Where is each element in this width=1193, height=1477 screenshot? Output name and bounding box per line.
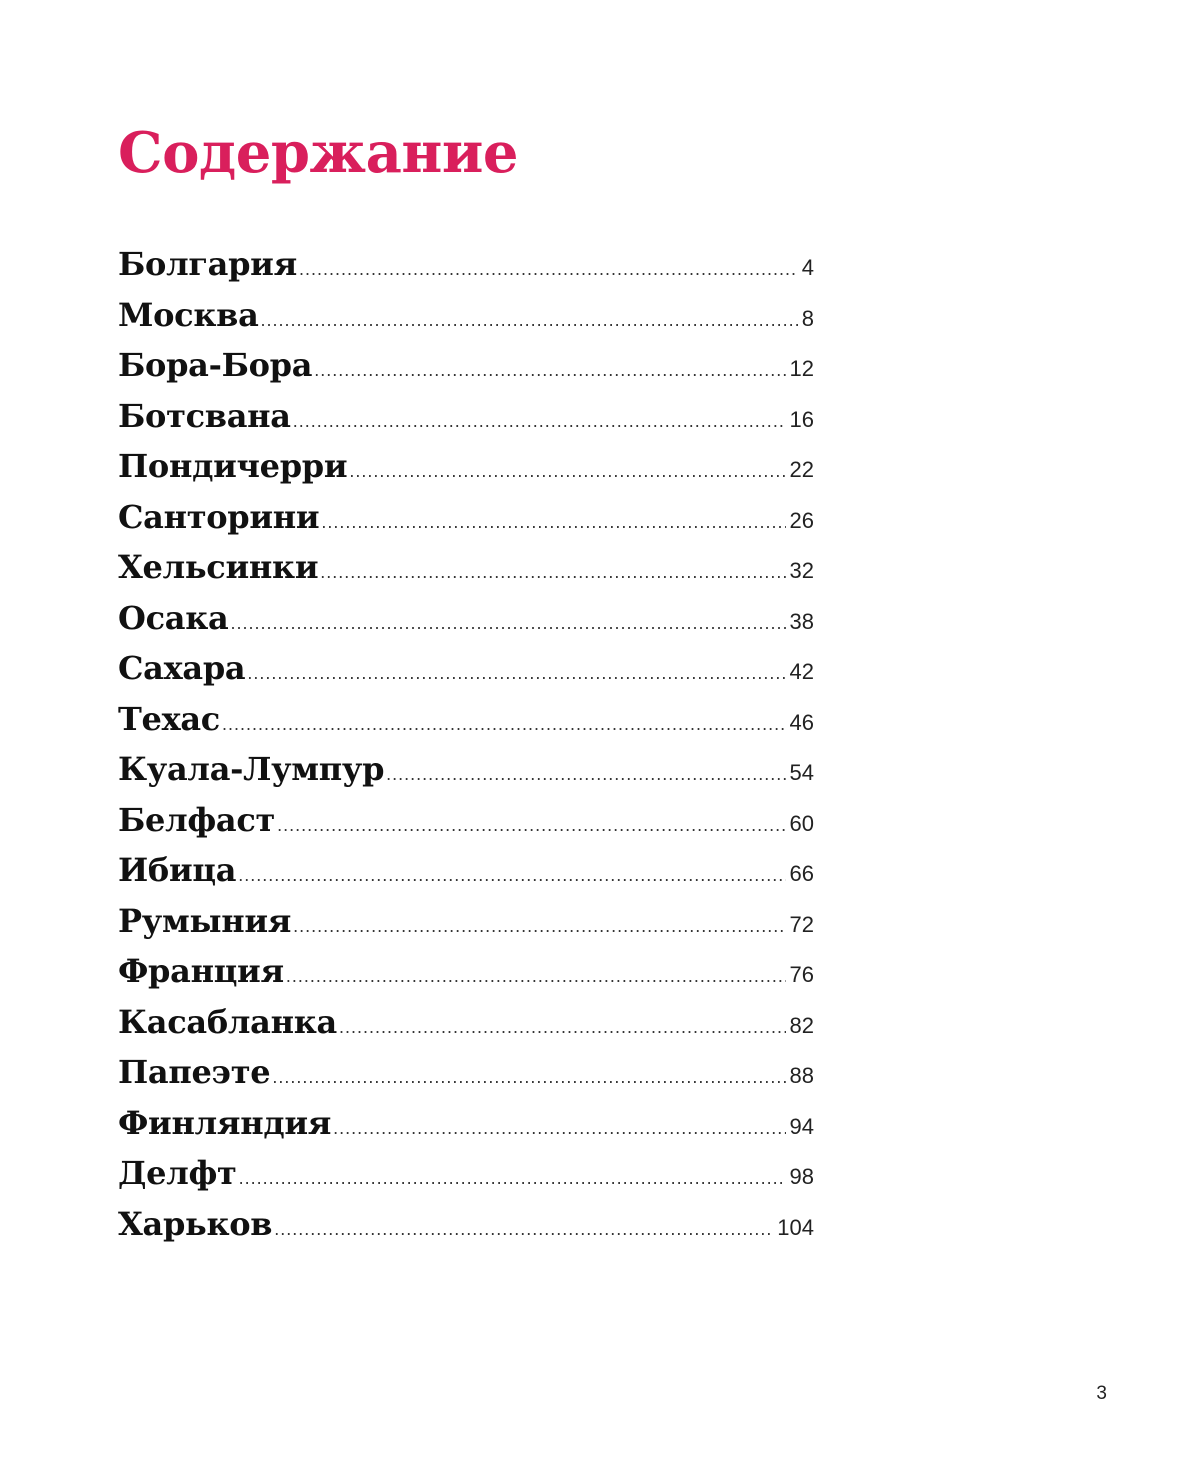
toc-entry[interactable] bbox=[118, 343, 814, 394]
page-title: Содержание bbox=[118, 120, 519, 186]
toc-entry-title: Финляндия bbox=[118, 1103, 332, 1142]
dot-leader bbox=[293, 916, 785, 937]
dot-leader bbox=[286, 966, 786, 987]
toc-entry[interactable] bbox=[118, 495, 814, 546]
toc-entry-title: Касабланка bbox=[118, 1002, 337, 1041]
toc-entry-page: 46 bbox=[789, 709, 814, 735]
toc-entry[interactable] bbox=[118, 293, 814, 344]
toc-entry-title: Москва bbox=[118, 295, 259, 334]
dot-leader bbox=[272, 1067, 785, 1088]
toc-entry-page: 82 bbox=[789, 1012, 814, 1038]
toc-entry-page: 54 bbox=[789, 760, 814, 785]
dot-leader bbox=[277, 815, 785, 836]
dot-leader bbox=[321, 512, 785, 533]
toc-entry-title: Пондичерри bbox=[118, 447, 348, 485]
toc-entry-title: Ибица bbox=[118, 851, 237, 889]
toc-entry-page: 8 bbox=[801, 305, 814, 331]
toc-entry-page: 16 bbox=[789, 406, 814, 432]
toc-entry[interactable] bbox=[118, 899, 814, 950]
toc-entry-page: 98 bbox=[789, 1164, 814, 1189]
toc-entry-title: Техас bbox=[118, 699, 220, 738]
toc-entry-title: Белфаст bbox=[118, 800, 276, 839]
dot-leader bbox=[349, 461, 785, 482]
toc-entry-title: Ботсвана bbox=[118, 396, 291, 435]
toc-entry[interactable] bbox=[118, 242, 814, 293]
toc-entry-title: Санторини bbox=[118, 497, 320, 536]
toc-entry-page: 32 bbox=[789, 558, 814, 583]
toc-entry-page: 76 bbox=[789, 962, 814, 987]
dot-leader bbox=[222, 714, 786, 735]
dot-leader bbox=[386, 764, 785, 785]
dot-leader bbox=[247, 663, 785, 684]
toc-entry[interactable] bbox=[118, 596, 814, 647]
toc-entry[interactable] bbox=[118, 848, 814, 899]
toc-entry[interactable] bbox=[118, 1202, 814, 1253]
table-of-contents bbox=[118, 242, 814, 1252]
toc-entry-page: 88 bbox=[789, 1063, 814, 1088]
toc-entry-title: Осака bbox=[118, 598, 229, 637]
dot-leader bbox=[230, 613, 785, 634]
dot-leader bbox=[293, 411, 786, 432]
toc-entry[interactable] bbox=[118, 697, 814, 748]
dot-leader bbox=[299, 259, 798, 280]
toc-entry-title: Куала-Лумпур bbox=[118, 750, 385, 788]
toc-entry-title: Хельсинки bbox=[118, 548, 319, 586]
toc-entry[interactable] bbox=[118, 949, 814, 1000]
toc-entry-title: Делфт bbox=[118, 1154, 237, 1192]
toc-entry-page: 42 bbox=[789, 659, 814, 684]
toc-entry-page: 66 bbox=[789, 861, 814, 886]
toc-entry[interactable] bbox=[118, 747, 814, 798]
page-number: 3 bbox=[1096, 1383, 1107, 1404]
toc-entry-page: 60 bbox=[789, 810, 814, 836]
toc-entry[interactable] bbox=[118, 1101, 814, 1152]
toc-entry-page: 12 bbox=[789, 356, 814, 381]
toc-entry-page: 72 bbox=[789, 911, 814, 937]
dot-leader bbox=[274, 1219, 773, 1240]
toc-entry[interactable] bbox=[118, 545, 814, 596]
toc-entry-title: Харьков bbox=[118, 1204, 273, 1243]
toc-entry[interactable] bbox=[118, 1050, 814, 1101]
toc-entry[interactable] bbox=[118, 646, 814, 697]
toc-entry-title: Румыния bbox=[118, 901, 292, 940]
dot-leader bbox=[320, 562, 785, 583]
toc-entry-title: Сахара bbox=[118, 649, 246, 687]
toc-entry-title: Болгария bbox=[118, 245, 297, 283]
toc-entry[interactable] bbox=[118, 798, 814, 849]
toc-entry-title: Папеэте bbox=[118, 1053, 271, 1091]
dot-leader bbox=[238, 865, 785, 886]
dot-leader bbox=[261, 310, 798, 331]
toc-entry-page: 38 bbox=[789, 608, 814, 634]
toc-entry[interactable] bbox=[118, 1000, 814, 1051]
toc-entry-title: Бора-Бора bbox=[118, 346, 313, 384]
dot-leader bbox=[333, 1118, 785, 1139]
toc-entry-page: 4 bbox=[801, 255, 814, 280]
dot-leader bbox=[339, 1017, 786, 1038]
dot-leader bbox=[314, 360, 785, 381]
toc-entry[interactable] bbox=[118, 1151, 814, 1202]
toc-entry-page: 94 bbox=[789, 1113, 814, 1139]
toc-entry[interactable] bbox=[118, 444, 814, 495]
toc-entry-title: Франция bbox=[118, 952, 284, 990]
toc-entry-page: 22 bbox=[789, 457, 814, 482]
toc-entry[interactable] bbox=[118, 394, 814, 445]
dot-leader bbox=[239, 1168, 786, 1189]
toc-entry-page: 26 bbox=[789, 507, 814, 533]
toc-entry-page: 104 bbox=[777, 1214, 814, 1240]
